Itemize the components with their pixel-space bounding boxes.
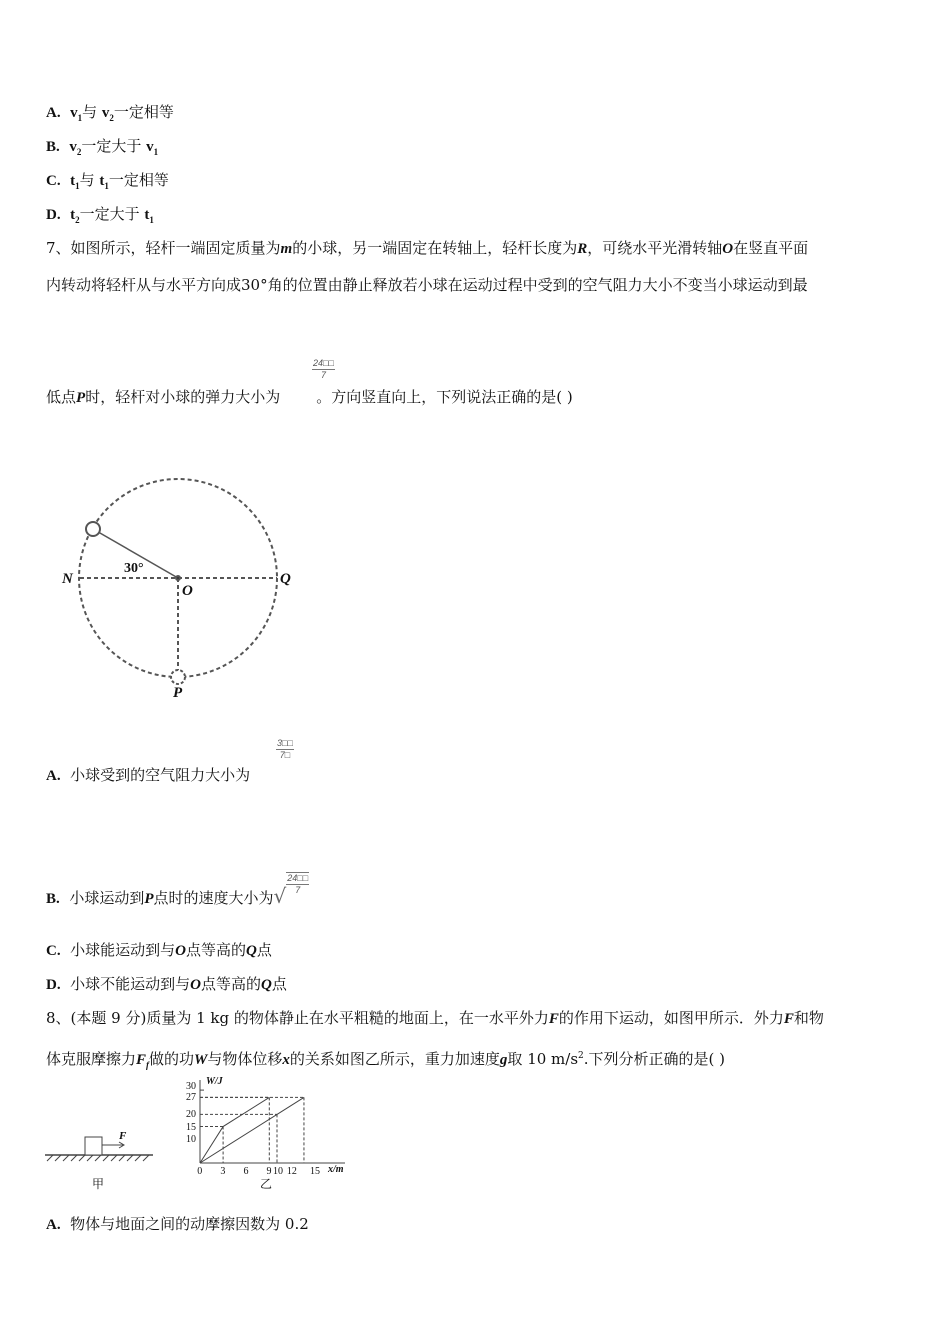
q8-line2: 体克服摩擦力$F_f$做的功W与物体位移x的关系如图乙所示，重力加速度g取 10 $m/s^2$.下列分析正确的是( ) xyxy=(46,1050,726,1070)
caption-yi: 乙 xyxy=(260,1177,273,1191)
q7-option-A: A. 小球受到的空气阻力大小为 xyxy=(46,766,251,784)
y-tick-label: 15 xyxy=(186,1121,196,1133)
optA-fraction: $\frac{3□□}{7□}$ xyxy=(277,738,293,760)
x-tick-label: 15 xyxy=(310,1166,320,1177)
series-line-Ff xyxy=(200,1097,304,1163)
q7-fraction: $\frac{24□□}{7}$ xyxy=(313,358,334,380)
label-N: N xyxy=(62,571,73,587)
q6-option-D: D. $t_2$一定大于 $t_1$ xyxy=(46,205,154,225)
x-tick-label: 3 xyxy=(220,1166,226,1177)
q7-line2: 内转动将轻杆从与水平方向成30°角的位置由静止释放若小球在运动过程中受到的空气阻力大小不变当小球运动到最 xyxy=(46,276,808,294)
pivot xyxy=(176,576,180,580)
label-O: O xyxy=(182,583,193,599)
caption-jia: 甲 xyxy=(92,1177,105,1191)
y-tick-label: 27 xyxy=(186,1092,196,1104)
circle-diagram xyxy=(79,479,277,684)
block xyxy=(85,1137,102,1155)
label-P: P xyxy=(173,685,183,701)
series-line-F xyxy=(200,1097,269,1163)
label-angle: 30° xyxy=(124,561,144,576)
ground-hatching xyxy=(47,1155,149,1161)
x-tick-label: 10 xyxy=(273,1166,284,1177)
q6-option-C: C. $t_1$与 $t_1$一定相等 xyxy=(46,171,169,191)
x-tick-label: 9 xyxy=(266,1166,272,1177)
ball-bottom xyxy=(171,670,185,684)
ball xyxy=(86,522,100,536)
y-tick-label: 30 xyxy=(186,1081,196,1093)
label-Q: Q xyxy=(280,571,291,587)
q8-line1: 8、(本题 9 分)质量为 1 kg 的物体静止在水平粗糙的地面上，在一水平外力F的作用下运动，如图甲所示．外力F和物 xyxy=(46,1009,824,1027)
y-tick-label: 20 xyxy=(186,1109,196,1121)
optB-fraction: $\frac{24□□}{7}$ xyxy=(287,873,309,895)
q7-line3: 低点P时，轻杆对小球的弹力大小为 。方向竖直向上，下列说法正确的是( ) xyxy=(46,388,573,406)
x-tick-label: 6 xyxy=(243,1166,249,1177)
q7-line1: 7、如图所示，轻杆一端固定质量为m的小球，另一端固定在转轴上，轻杆长度为R，可绕水平光滑转轴O在竖直平面 xyxy=(46,239,809,257)
block-diagram xyxy=(45,1137,153,1161)
q7-option-B: B. 小球运动到P点时的速度大小为√ $\frac{24□□}{7}$ xyxy=(46,873,309,908)
w-x-chart xyxy=(200,1080,345,1163)
q6-option-A: A. $v_1$与 $v_2$一定相等 xyxy=(46,103,174,123)
x-tick-label: 12 xyxy=(286,1166,297,1177)
q8-option-A: A. 物体与地面之间的动摩擦因数为 0.2 xyxy=(46,1215,309,1233)
q6-option-B: B. $v_2$一定大于 $v_1$ xyxy=(46,137,159,157)
q7-option-D: D. 小球不能运动到与O点等高的Q点 xyxy=(46,975,287,993)
label-F: F xyxy=(119,1130,127,1142)
x-axis-label: x/m xyxy=(328,1164,344,1175)
q7-option-C: C. 小球能运动到与O点等高的Q点 xyxy=(46,941,272,959)
x-tick-label: 0 xyxy=(197,1166,203,1177)
y-tick-label: 10 xyxy=(186,1133,196,1145)
sqrt-icon: √ xyxy=(273,884,287,908)
y-axis-label: W/J xyxy=(206,1076,223,1087)
